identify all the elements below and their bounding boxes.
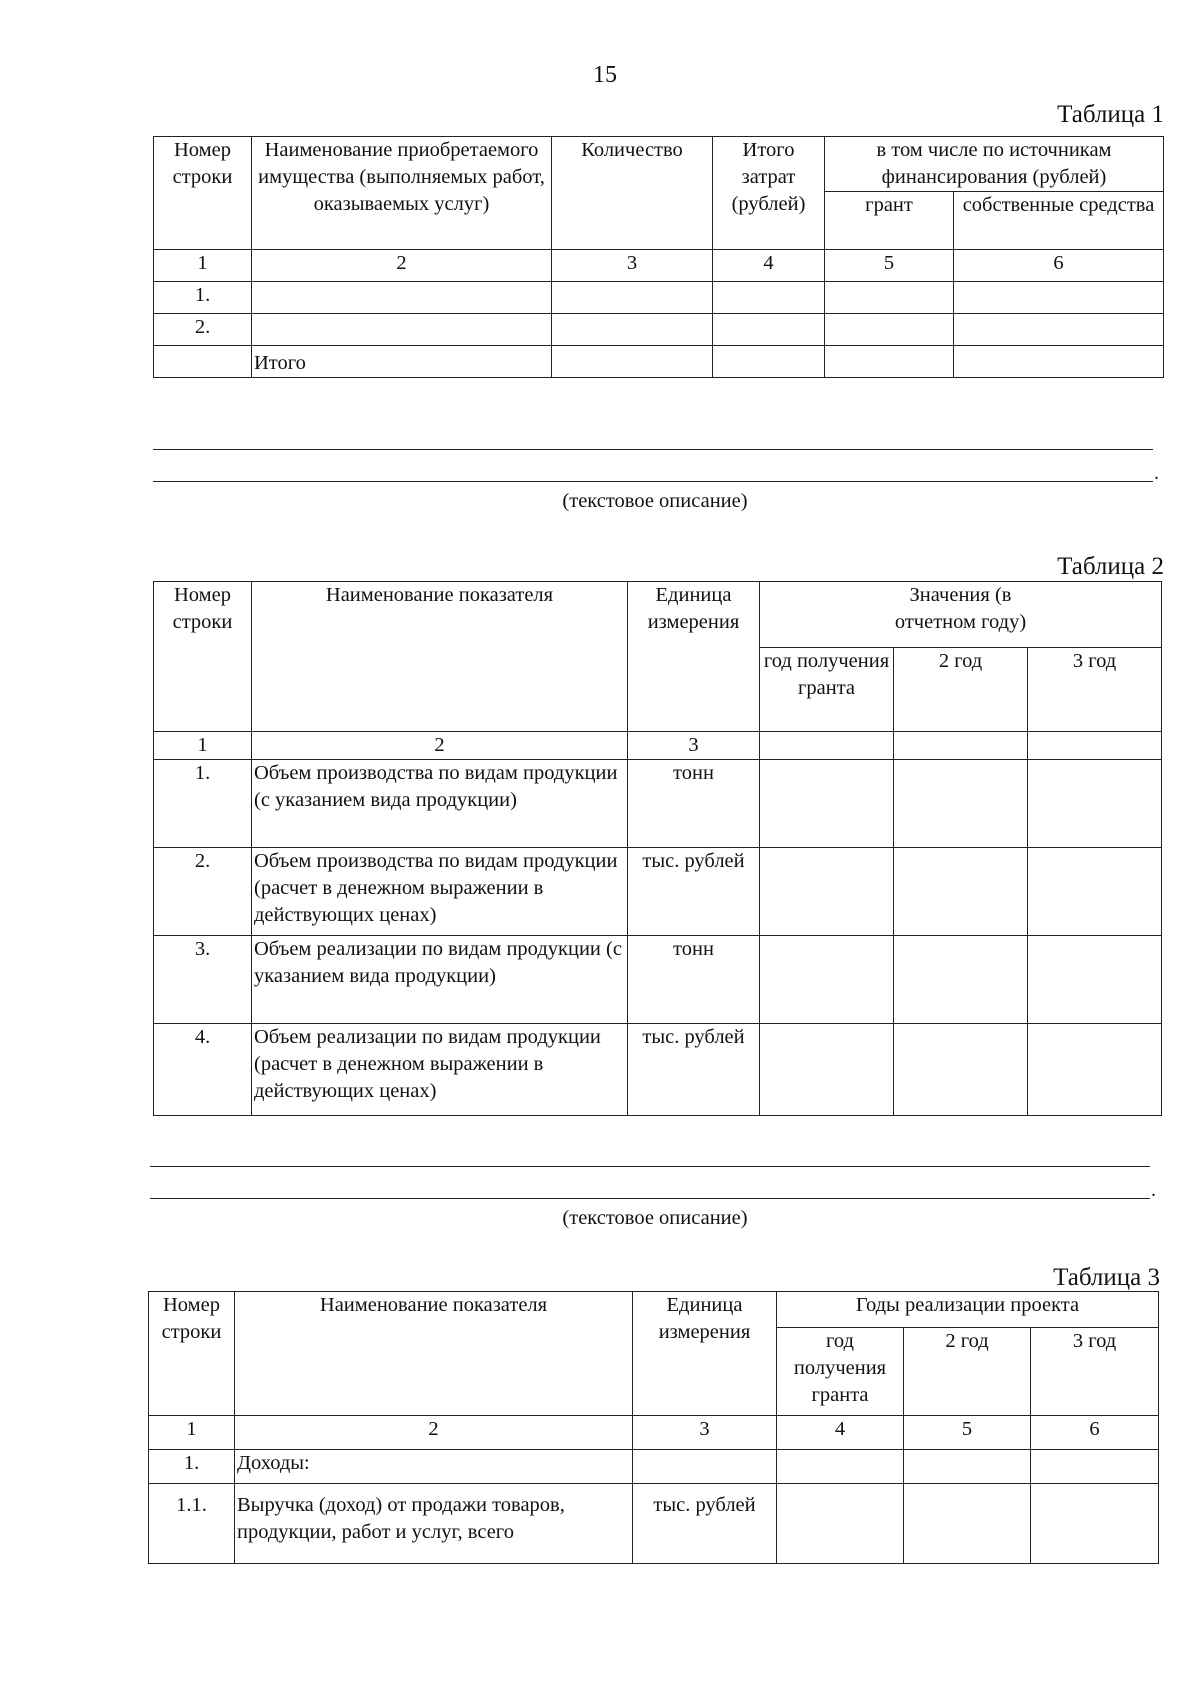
description-line	[153, 481, 1153, 482]
empty-cell	[904, 1484, 1031, 1564]
row-name: Объем производства по видам продукции (расчет в денежном выражении в действующих ценах)	[252, 848, 628, 936]
empty-cell	[1031, 1484, 1159, 1564]
t1-header-quantity: Количество	[552, 137, 713, 250]
row-number: 1.	[154, 282, 252, 314]
t3-header-row-number: Номер строки	[149, 1292, 235, 1416]
empty-cell	[760, 1024, 894, 1116]
row-number: 4.	[154, 1024, 252, 1116]
t2-colnum: 2	[252, 732, 628, 760]
table-row	[154, 848, 1162, 936]
row-unit: тонн	[628, 936, 760, 1024]
table-row	[154, 314, 1164, 346]
empty-cell	[1028, 936, 1162, 1024]
table1	[153, 136, 1164, 378]
row-number: 1.	[154, 760, 252, 848]
t3-header-years: Годы реализации проекта	[777, 1292, 1159, 1328]
empty-cell	[1028, 1024, 1162, 1116]
total-label: Итого	[252, 346, 552, 378]
t1-colnum: 5	[825, 250, 954, 282]
empty-cell	[825, 346, 954, 378]
row-unit: тыс. рублей	[628, 848, 760, 936]
row-number: 2.	[154, 848, 252, 936]
row-name: Доходы:	[235, 1450, 633, 1484]
t3-colnum: 1	[149, 1416, 235, 1450]
empty-cell	[1028, 732, 1162, 760]
t1-colnum: 4	[713, 250, 825, 282]
t2-header-row-number: Номер строки	[154, 582, 252, 732]
t2-header-values: Значения (в отчетном году)	[760, 582, 1162, 648]
empty-cell	[894, 936, 1028, 1024]
table-row	[149, 1484, 1159, 1564]
t3-header-year1: год получения гранта	[777, 1328, 904, 1416]
empty-cell	[904, 1450, 1031, 1484]
t2-colnum: 3	[628, 732, 760, 760]
row-number	[154, 346, 252, 378]
t3-colnum: 5	[904, 1416, 1031, 1450]
row-name: Объем реализации по видам продукции (с указанием вида продукции)	[252, 936, 628, 1024]
row-number: 1.	[149, 1450, 235, 1484]
empty-cell	[894, 732, 1028, 760]
description-line	[150, 1166, 1150, 1167]
t3-colnum: 6	[1031, 1416, 1159, 1450]
empty-cell	[760, 848, 894, 936]
empty-cell	[954, 346, 1164, 378]
end-period: .	[1151, 1179, 1156, 1201]
table1-caption: Таблица 1	[1057, 101, 1164, 128]
empty-cell	[777, 1450, 904, 1484]
t1-colnum: 3	[552, 250, 713, 282]
row-unit: тонн	[628, 760, 760, 848]
empty-cell	[552, 314, 713, 346]
empty-cell	[825, 314, 954, 346]
table2	[153, 581, 1162, 1116]
t1-colnum: 1	[154, 250, 252, 282]
empty-cell	[552, 346, 713, 378]
text-description-label: (текстовое описание)	[562, 490, 748, 512]
empty-cell	[1028, 848, 1162, 936]
empty-cell	[954, 282, 1164, 314]
row-number: 3.	[154, 936, 252, 1024]
t3-colnum: 4	[777, 1416, 904, 1450]
t1-header-row-number: Номер строки	[154, 137, 252, 250]
page-number: 15	[593, 62, 617, 88]
t1-header-total: Итого затрат (рублей)	[713, 137, 825, 250]
table-row	[154, 346, 1164, 378]
row-number: 2.	[154, 314, 252, 346]
empty-cell	[825, 282, 954, 314]
table3-caption: Таблица 3	[1053, 1264, 1160, 1291]
t3-colnum: 2	[235, 1416, 633, 1450]
t3-header-year3: 3 год	[1031, 1328, 1159, 1416]
table-row	[154, 1024, 1162, 1116]
table2-caption: Таблица 2	[1057, 553, 1164, 580]
t3-header-year2: 2 год	[904, 1328, 1031, 1416]
t2-colnum: 1	[154, 732, 252, 760]
row-name: Объем производства по видам продукции (с указанием вида продукции)	[252, 760, 628, 848]
table-row	[154, 936, 1162, 1024]
row-name: Выручка (доход) от продажи товаров, продукции, работ и услуг, всего	[235, 1484, 633, 1564]
t1-colnum: 2	[252, 250, 552, 282]
t2-header-unit: Единица измерения	[628, 582, 760, 732]
empty-cell	[760, 732, 894, 760]
table-row	[154, 760, 1162, 848]
empty-cell	[713, 282, 825, 314]
empty-cell	[894, 848, 1028, 936]
t2-header-name: Наименование показателя	[252, 582, 628, 732]
row-name: Объем реализации по видам продукции (расчет в денежном выражении в действующих ценах)	[252, 1024, 628, 1116]
t1-header-name: Наименование приобретаемого имущества (выполняемых работ, оказываемых услуг)	[252, 137, 552, 250]
empty-cell	[894, 1024, 1028, 1116]
t3-colnum: 3	[633, 1416, 777, 1450]
empty-cell	[894, 760, 1028, 848]
table-row	[149, 1450, 1159, 1484]
t2-header-year2: 2 год	[894, 648, 1028, 732]
empty-cell	[1028, 760, 1162, 848]
row-number: 1.1.	[149, 1484, 235, 1564]
table3	[148, 1291, 1159, 1564]
empty-cell	[552, 282, 713, 314]
t2-header-year3: 3 год	[1028, 648, 1162, 732]
row-unit: тыс. рублей	[628, 1024, 760, 1116]
end-period: .	[1154, 462, 1159, 484]
row-name	[252, 314, 552, 346]
description-line	[153, 449, 1153, 450]
empty-cell	[713, 346, 825, 378]
t1-colnum: 6	[954, 250, 1164, 282]
empty-cell	[713, 314, 825, 346]
row-unit: тыс. рублей	[633, 1484, 777, 1564]
table-row	[154, 282, 1164, 314]
empty-cell	[760, 760, 894, 848]
t3-header-name: Наименование показателя	[235, 1292, 633, 1416]
empty-cell	[1031, 1450, 1159, 1484]
t1-header-sources: в том числе по источникам финансирования (рублей)	[825, 137, 1164, 192]
row-unit	[633, 1450, 777, 1484]
description-line	[150, 1198, 1150, 1199]
t2-header-year1: год получения гранта	[760, 648, 894, 732]
t1-header-own-funds: собственные средства	[954, 192, 1164, 250]
empty-cell	[760, 936, 894, 1024]
text-description-label: (текстовое описание)	[562, 1207, 748, 1229]
empty-cell	[954, 314, 1164, 346]
empty-cell	[777, 1484, 904, 1564]
t1-header-grant: грант	[825, 192, 954, 250]
t3-header-unit: Единица измерения	[633, 1292, 777, 1416]
row-name	[252, 282, 552, 314]
